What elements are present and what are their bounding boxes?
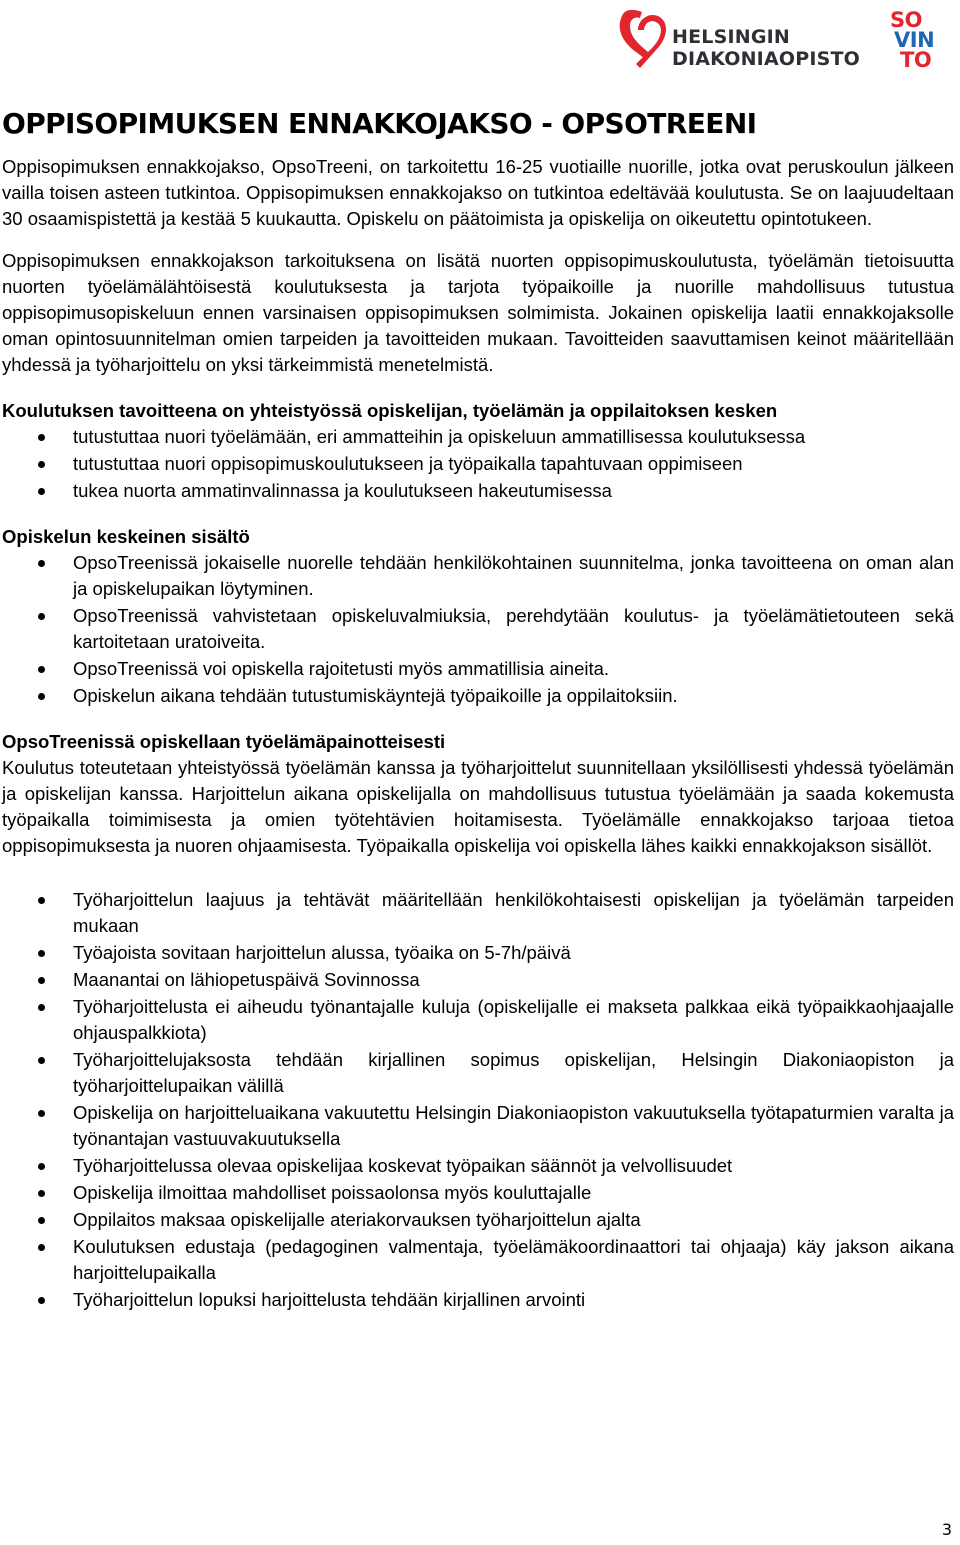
helsingin-diakoniaopisto-wordmark	[672, 26, 860, 70]
list-item: tukea nuorta ammatinvalinnassa ja koulutukseen hakeutumisessa	[2, 478, 954, 504]
sovinto-logo	[890, 10, 950, 70]
list-item: OpsoTreenissä vahvistetaan opiskeluvalmiuksia, perehdytään koulutus- ja työelämätietouteen sekä kartoitetaan uratoiveita.	[2, 603, 954, 655]
list-item: Työajoista sovitaan harjoittelun alussa, työaika on 5-7h/päivä	[2, 940, 954, 966]
intro-paragraph-1: Oppisopimuksen ennakkojakso, OpsoTreeni, on tarkoitettu 16-25 vuotiaille nuorille, jotka ovat peruskoulun jälkeen vailla toisen asteen tutkintoa. Oppisopimuksen ennakkojakso on tutkintoa edeltävää koulutusta. Se on laajuudeltaan 30 osaamispistettä ja kestää 5 kuukautta. Opiskelu on päätoimista ja opiskelija on oikeutettu opintotukeen.	[2, 156, 954, 229]
content-heading: Opiskelun keskeinen sisältö	[2, 526, 250, 547]
helsingin-diakoniaopisto-logo	[614, 8, 860, 77]
list-item: tutustuttaa nuori työelämään, eri ammatteihin ja opiskeluun ammatillisessa koulutuksessa	[2, 424, 954, 450]
list-item: tutustuttaa nuori oppisopimuskoulutukseen ja työpaikalla tapahtuvaan oppimiseen	[2, 451, 954, 477]
worklife-paragraph: Koulutus toteutetaan yhteistyössä työelämän kanssa ja työharjoittelut suunnitellaan yksilöllisesti yhdessä työelämän ja opiskelijan kanssa. Harjoittelun aikana opiskelijalla on mahdollisuus tutustua työelämään ja saada kokemusta työpaikalla toimimisesta ja omien työtehtävien hoitamisesta. Työelämälle ennakkojakso tarjoaa tietoa oppisopimuksesta ja nuoren ohjaamisesta. Työpaikalla opiskelija voi opiskella lähes kaikki ennakkojakson sisällöt.	[2, 757, 954, 856]
logo-line-2: DIAKONIAOPISTO	[672, 48, 860, 70]
goals-list	[2, 424, 954, 504]
page-title: OPPISOPIMUKSEN ENNAKKOJAKSO - OPSOTREENI	[2, 107, 757, 140]
document-body	[2, 106, 954, 1314]
content-list	[2, 550, 954, 709]
header-logos	[614, 6, 952, 78]
sovinto-line-1: SO	[890, 8, 922, 32]
list-item: Opiskelija ilmoittaa mahdolliset poissaolonsa myös kouluttajalle	[2, 1180, 954, 1206]
list-item: Maanantai on lähiopetuspäivä Sovinnossa	[2, 967, 954, 993]
goals-heading: Koulutuksen tavoitteena on yhteistyössä opiskelijan, työelämän ja oppilaitoksen kesken	[2, 400, 778, 421]
sovinto-line-2: VIN	[894, 28, 935, 52]
list-item: Työharjoittelun laajuus ja tehtävät määritellään henkilökohtaisesti opiskelijan ja työelämän tarpeiden mukaan	[2, 887, 954, 939]
list-item: Oppilaitos maksaa opiskelijalle ateriakorvauksen työharjoittelun ajalta	[2, 1207, 954, 1233]
worklife-list	[2, 887, 954, 1313]
heart-logo-icon	[614, 8, 670, 72]
list-item: OpsoTreenissä voi opiskella rajoitetusti myös ammatillisia aineita.	[2, 656, 954, 682]
list-item: Opiskelun aikana tehdään tutustumiskäyntejä työpaikoille ja oppilaitoksiin.	[2, 683, 954, 709]
sovinto-line-3: TO	[900, 48, 932, 72]
list-item: OpsoTreenissä jokaiselle nuorelle tehdään henkilökohtainen suunnitelma, jonka tavoitteena on oman alan ja opiskelupaikan löytyminen.	[2, 550, 954, 602]
list-item: Työharjoittelussa olevaa opiskelijaa koskevat työpaikan säännöt ja velvollisuudet	[2, 1153, 954, 1179]
worklife-heading: OpsoTreenissä opiskellaan työelämäpainotteisesti	[2, 731, 446, 752]
list-item: Koulutuksen edustaja (pedagoginen valmentaja, työelämäkoordinaattori tai ohjaaja) käy jakson aikana harjoittelupaikalla	[2, 1234, 954, 1286]
intro-paragraph-2: Oppisopimuksen ennakkojakson tarkoituksena on lisätä nuorten oppisopimuskoulutusta, työelämän tietoisuutta nuorten työelämälähtöisestä koulutuksesta ja tarjota työpaikoille ja nuorille mahdollisuus tutustua oppisopimusopiskeluun ennen varsinaisen oppisopimuksen solmimista. Jokainen opiskelija laatii ennakkojaksolle oman opintosuunnitelman omien tarpeiden ja tavoitteiden mukaan. Tavoitteiden saavuttamisen keinot määritellään yhdessä ja työharjoittelu on yksi tärkeimmistä menetelmistä.	[2, 250, 954, 375]
list-item: Työharjoittelusta ei aiheudu työnantajalle kuluja (opiskelijalle ei makseta palkkaa eikä työpaikkaohjaajalle ohjauspalkkiota)	[2, 994, 954, 1046]
list-item: Työharjoittelun lopuksi harjoittelusta tehdään kirjallinen arvointi	[2, 1287, 954, 1313]
page-number: 3	[941, 1520, 952, 1539]
logo-line-1: HELSINGIN	[672, 26, 791, 48]
list-item: Opiskelija on harjoitteluaikana vakuutettu Helsingin Diakoniaopiston vakuutuksella työtapaturmien varalta ja työnantajan vastuuvakuutuksella	[2, 1100, 954, 1152]
list-item: Työharjoittelujaksosta tehdään kirjallinen sopimus opiskelijan, Helsingin Diakoniaopiston ja työharjoittelupaikan välillä	[2, 1047, 954, 1099]
